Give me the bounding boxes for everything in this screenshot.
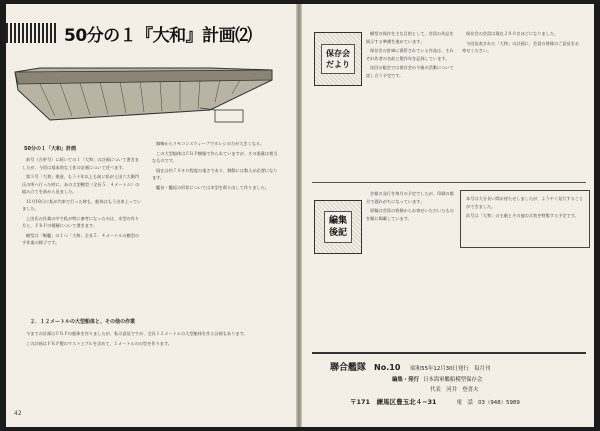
paragraph: 今までの計画はＦＲＰの船体を作りましたが、私の意見ですが、全長１２メートルの大型船体を作る計画もあります。	[26, 331, 248, 336]
paragraph: 次号は「大和」の主砲とその他の兵装を特集する予定です。	[466, 213, 579, 218]
page-number: 42	[14, 410, 22, 417]
representative: 代表 河井 登喜夫	[430, 387, 479, 393]
paragraph: この計画はＦＲＰ製のマストとブルを含めて、１メートルのの型を作ります。	[26, 340, 172, 346]
stamp-label-line-2: だより	[326, 60, 350, 69]
paragraph: 前号（合併号）に続いての１「大和」の計画について書きましたが、今回は基本的な工作の計画について述べます。	[22, 157, 139, 170]
paragraph: 上田氏の作業の中で私が特に参考になったのは、木型の作り方と、ＦＲＰの積層について書きます。	[22, 215, 140, 228]
article-column-2	[152, 140, 280, 340]
paragraph: 会報の発行を毎月の予定でしたが、印刷の都合で遅れがちになっています。	[366, 191, 454, 204]
article-title: 50分の１『大和』計画⑵	[64, 25, 252, 46]
paragraph: 原稿は会員の皆様からお寄せいただいたものを順に掲載しています。	[366, 208, 454, 221]
article-title-bar	[6, 20, 278, 46]
section-heading-2: ２．１２メートルの大型船体と、その他の作業	[30, 319, 136, 325]
editor-notes-text	[366, 190, 456, 350]
magazine-name: 聯合艦隊	[330, 363, 367, 373]
paragraph: 11月18日に私が汽車で行った時も、船体はもう出来上っていました。	[22, 198, 142, 211]
stamp-label-line-2: 後記	[328, 228, 347, 238]
paragraph: 保存会の会員は現在２００名ほどになりました。	[466, 31, 559, 36]
phone-number: 電 話 03（948）5989	[456, 400, 520, 406]
paragraph: 本号は大分長い間お待たせしましたが、ようやく発行することができました。	[466, 196, 584, 209]
hozonkai-dayori-box	[314, 32, 362, 86]
paragraph: 無線からリモコンスウィープでホレシの力が大きくなる。	[156, 141, 265, 146]
section-divider	[312, 182, 586, 183]
publisher-name: 日本海軍艦船模型保存会	[422, 377, 483, 383]
hozonkai-column-1	[366, 30, 456, 190]
henshu-koki-box	[314, 200, 362, 254]
paragraph: 保存会の倉庫に保管されている作品は、それぞれ作者の名前と製作年を記録しています。	[366, 48, 454, 61]
stamp-label-line-1: 編集	[328, 216, 347, 226]
paragraph: 模型の保存を主な目的として、会員の作品を展示する準備を進めています。	[366, 31, 454, 44]
paragraph: 模型は「戦艦」の１つ「大和」全長５．４メートルの模型の手作業の様子です。	[22, 232, 140, 245]
postal-address: 〒171 練馬区豊玉北４−31	[350, 398, 437, 406]
hozonkai-column-2	[462, 30, 582, 170]
colophon	[330, 360, 588, 406]
publication-date: 昭和55年12月30日発行 毎月刊	[410, 366, 491, 372]
paragraph: 艦首・艦尾の形状については木型を削り出して作りました。	[156, 184, 269, 190]
title-hatch-decoration	[6, 23, 58, 43]
paragraph: 現在は約７０キロ程度の重さであり、移動には数人が必要になります。	[152, 167, 278, 180]
paragraph: 今回発表された「大和」の計画に、会員の皆様のご意見をお寄せください。	[462, 40, 580, 53]
stamp-label-line-1: 保存会	[326, 49, 350, 58]
battleship-hull-illustration	[10, 50, 280, 130]
paragraph: この大型船体はＦＲＰ樹脂で作られていますが、その重量は相当なものです。	[152, 150, 278, 163]
article-bottom-text	[22, 330, 280, 400]
colophon-divider	[312, 352, 586, 354]
notice-box	[460, 190, 590, 248]
issue-number: No.10	[374, 363, 401, 372]
publisher-label: 編集・発行	[392, 377, 419, 383]
paragraph: 次回の総会では保存会の今後の活動について話し合う予定です。	[366, 65, 454, 78]
paragraph: 第３号「大和」建造、もう十年以上も前に私が上田六大衛門氏の所へ行った時に、あの大型模型（全長５．４メートル）の組み立てを前から見ました。	[22, 174, 140, 194]
section-heading: 50分の１「大和」計画	[24, 146, 76, 152]
